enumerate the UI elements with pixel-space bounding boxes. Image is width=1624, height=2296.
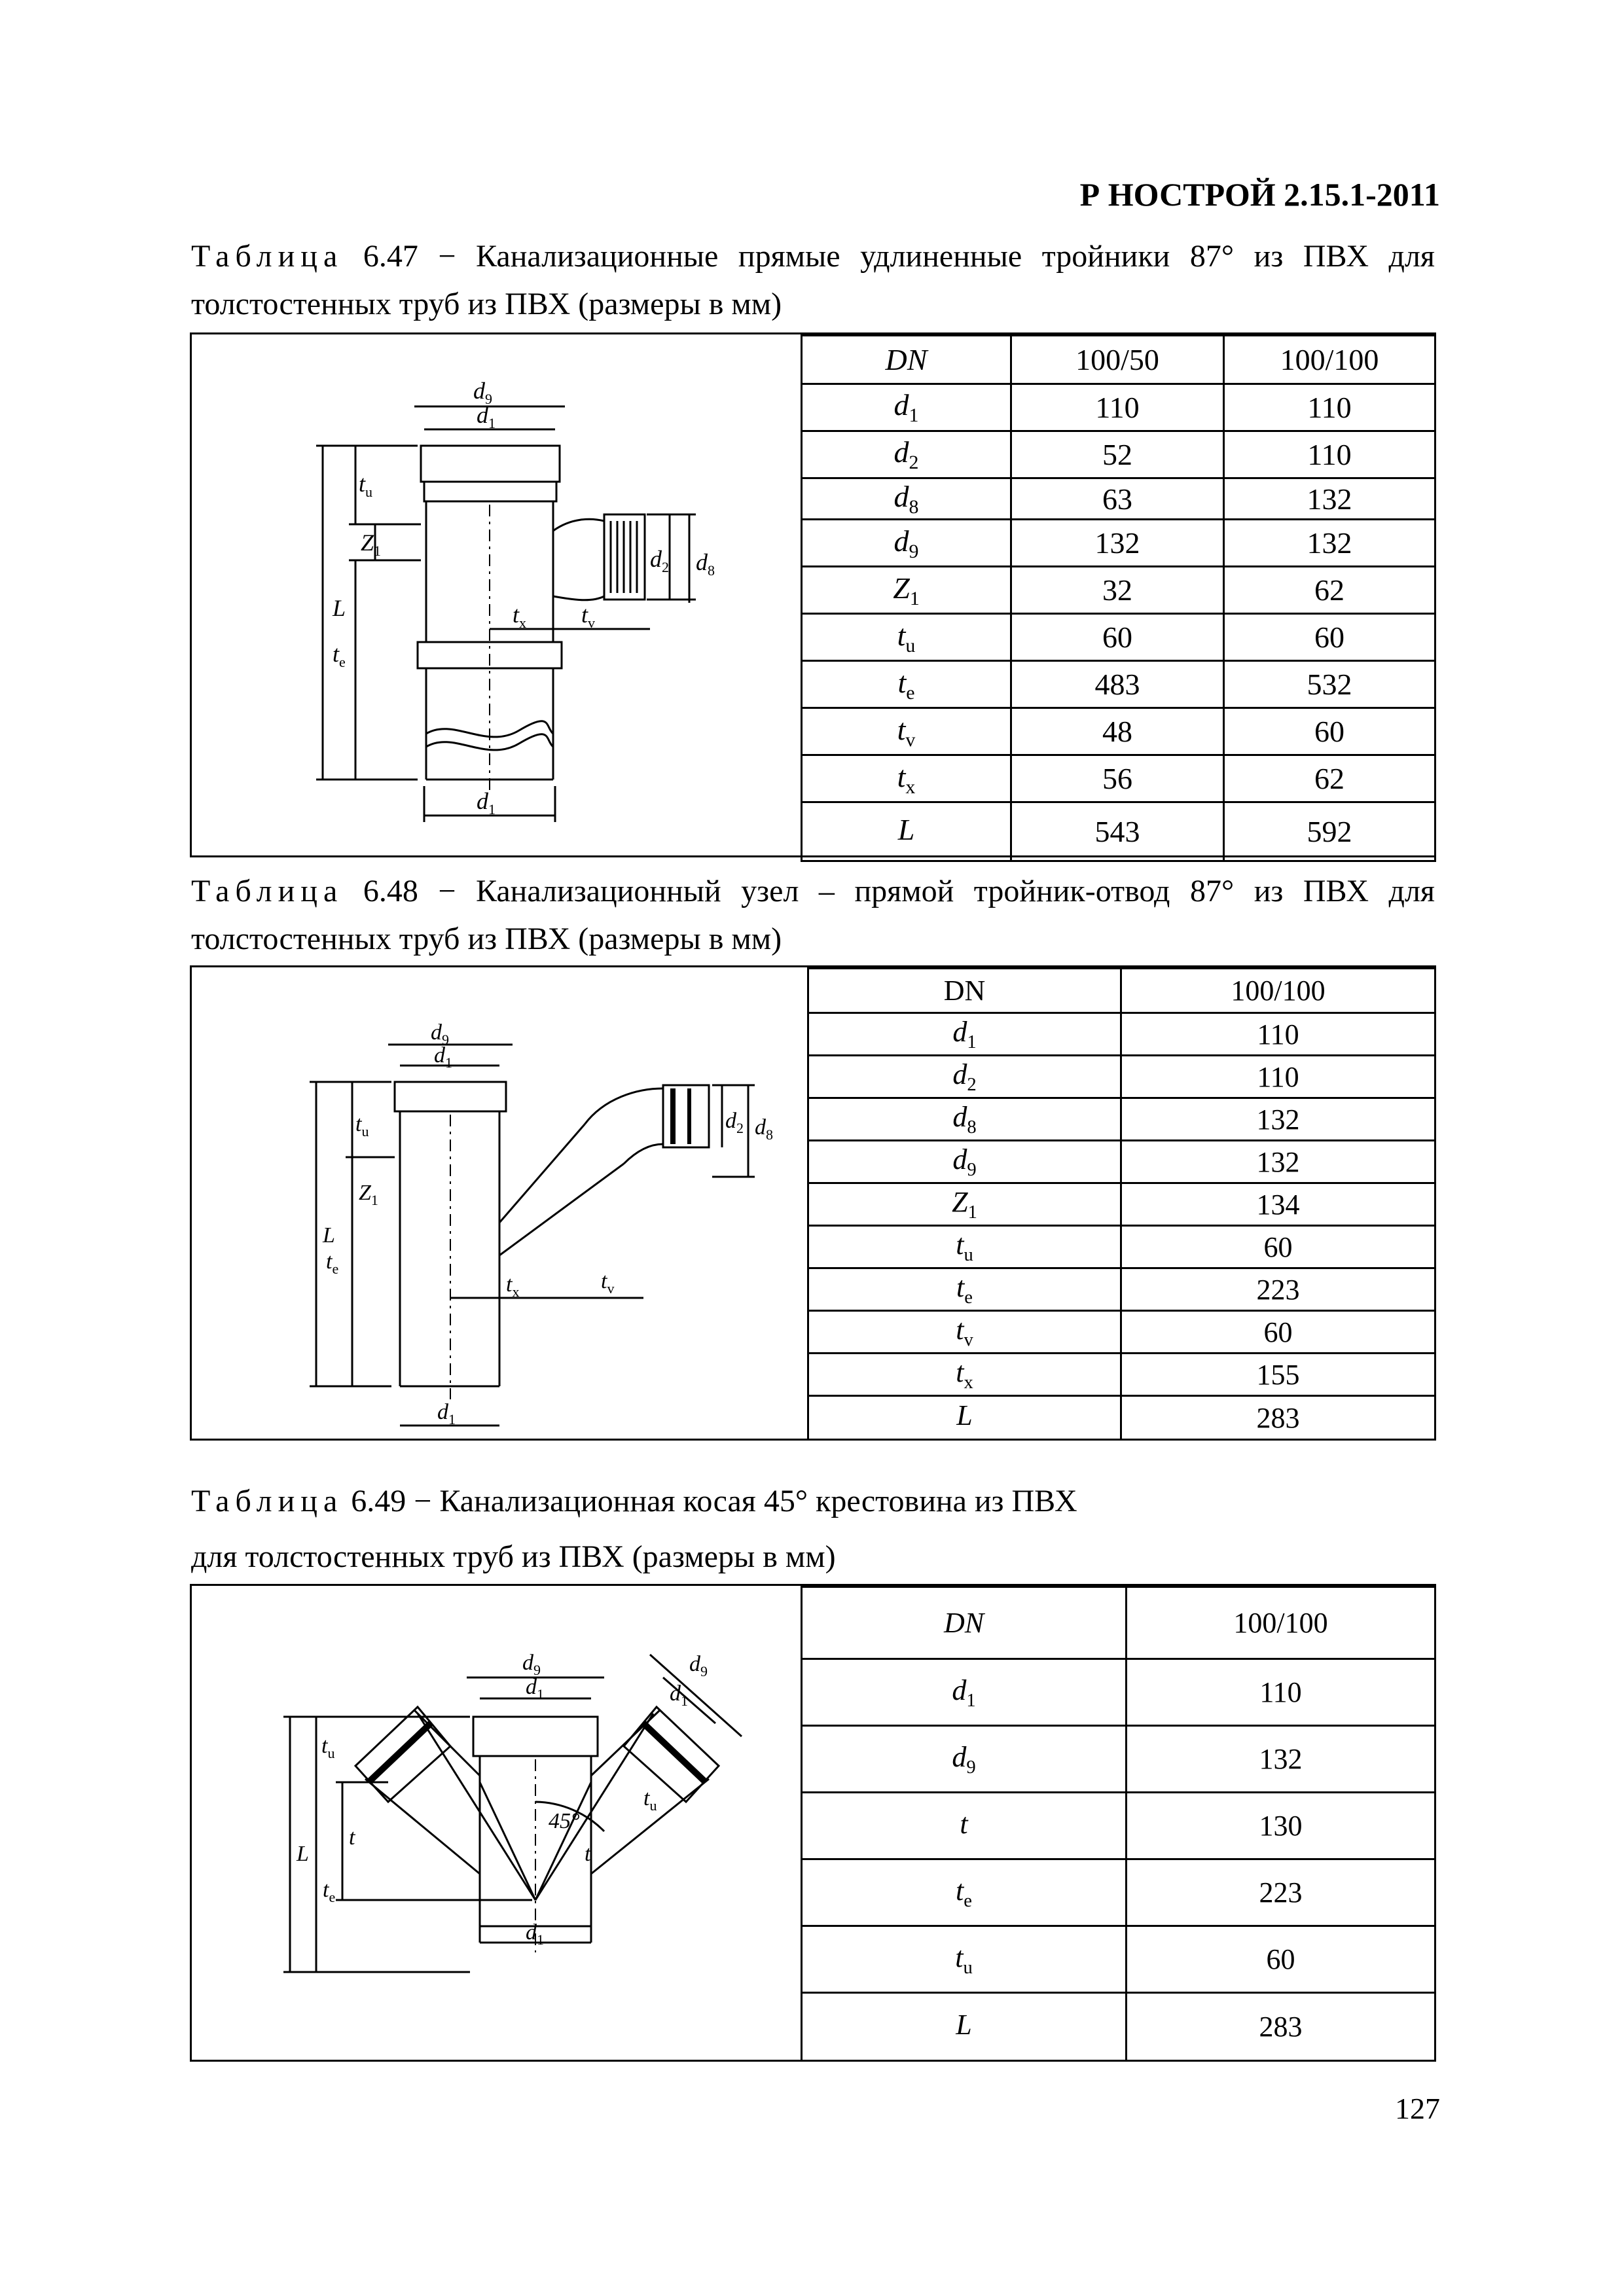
value-cell: 110 (1121, 1013, 1435, 1056)
label-L: L (333, 595, 346, 621)
table-row (802, 755, 1435, 802)
table-row (808, 1268, 1435, 1311)
label-d9-diag: $d_9$ (689, 1652, 708, 1679)
param-cell: $t_u$ (802, 1926, 1127, 1993)
table-row (808, 1013, 1435, 1056)
table-649-data (801, 1586, 1436, 2062)
table-row (802, 661, 1435, 708)
table-row (802, 802, 1435, 861)
column-header: 100/50 (1011, 336, 1224, 384)
label-d8: $d_8$ (755, 1115, 773, 1143)
caption-label: Таблица (191, 874, 344, 908)
value-cell: 223 (1121, 1268, 1435, 1311)
param-cell: $d_8$ (808, 1098, 1121, 1141)
table-row (808, 1183, 1435, 1226)
value-cell: 132 (1121, 1141, 1435, 1183)
label-d9: $d_9$ (473, 378, 492, 407)
value-cell: 130 (1127, 1793, 1435, 1859)
value-cell: 48 (1011, 708, 1224, 755)
param-cell: $t_e$ (802, 661, 1011, 708)
param-cell: $Z_1$ (808, 1183, 1121, 1226)
label-tv: $t_v$ (601, 1269, 615, 1297)
table-648-data (807, 967, 1436, 1441)
value-cell: 60 (1011, 614, 1224, 661)
caption-text: 6.49 − Канализационная косая 45° крестовина из ПВХ (351, 1484, 1077, 1518)
label-d1-bottom: $d_1$ (526, 1920, 544, 1948)
param-cell: $t_u$ (802, 614, 1011, 661)
column-header: DN (808, 969, 1121, 1013)
label-tx: $t_x$ (506, 1272, 520, 1300)
param-cell: $t_x$ (802, 755, 1011, 802)
page-number: 127 (1395, 2092, 1440, 2125)
param-cell: $t_v$ (802, 708, 1011, 755)
label-d1-top: $d_1$ (434, 1043, 452, 1071)
label-d1-bottom: $d_1$ (477, 788, 496, 817)
caption-text: 6.48 − Канализационный узел – прямой тройник-отвод 87° из ПВХ для толстостенных труб из ПВХ (размеры в мм) (191, 874, 1435, 956)
value-cell: 32 (1011, 567, 1224, 614)
param-cell: $d_9$ (802, 1726, 1127, 1793)
value-cell: 60 (1224, 614, 1435, 661)
value-cell: 110 (1224, 384, 1435, 431)
value-cell: 155 (1121, 1354, 1435, 1396)
tee-bend-drawing (192, 967, 807, 1439)
value-cell: 543 (1011, 802, 1224, 861)
param-cell: $d_8$ (802, 478, 1011, 520)
table-row (808, 1354, 1435, 1396)
label-Z1: $Z_1$ (361, 529, 382, 559)
table-row (802, 1926, 1435, 1993)
value-cell: 134 (1121, 1183, 1435, 1226)
angle-label: 45° (549, 1809, 580, 1833)
label-t-diag: t (585, 1842, 591, 1866)
label-L: L (323, 1223, 335, 1247)
document-code: Р НОСТРОЙ 2.15.1-2011 (1079, 176, 1440, 213)
value-cell: 56 (1011, 755, 1224, 802)
param-cell: $d_9$ (802, 520, 1011, 567)
tee-long-drawing (192, 334, 801, 855)
param-cell: $Z_1$ (802, 567, 1011, 614)
value-cell: 110 (1011, 384, 1224, 431)
caption-text: 6.47 − Канализационные прямые удлиненные тройники 87° из ПВХ для толстостенных труб из ПВХ (размеры в мм) (191, 239, 1435, 321)
param-cell: $d_1$ (802, 1659, 1127, 1726)
value-cell: 60 (1127, 1926, 1435, 1993)
column-header: 100/100 (1224, 336, 1435, 384)
value-cell: 223 (1127, 1859, 1435, 1926)
param-cell: $t_x$ (808, 1354, 1121, 1396)
label-d9: $d_9$ (522, 1651, 541, 1678)
table-row (808, 1056, 1435, 1098)
table-649 (190, 1584, 1436, 2062)
table-row (808, 1098, 1435, 1141)
label-tx: $t_x$ (513, 601, 527, 631)
param-cell: t (802, 1793, 1127, 1859)
column-header: 100/100 (1121, 969, 1435, 1013)
value-cell: 132 (1127, 1726, 1435, 1793)
label-tu-diag: $t_u$ (643, 1786, 657, 1814)
table-row (808, 1226, 1435, 1268)
value-cell: 52 (1011, 431, 1224, 478)
value-cell: 110 (1224, 431, 1435, 478)
label-tv: $t_v$ (581, 601, 596, 631)
param-cell: $t_v$ (808, 1311, 1121, 1354)
label-d2: $d_2$ (650, 546, 669, 575)
table-row (802, 1793, 1435, 1859)
table-row (802, 1993, 1435, 2061)
label-te: $t_e$ (326, 1249, 339, 1277)
table-649-caption (191, 1477, 1435, 1581)
value-cell: 110 (1121, 1056, 1435, 1098)
value-cell: 132 (1224, 478, 1435, 520)
caption-label: Таблица (191, 239, 344, 274)
label-tu: $t_u$ (355, 1112, 369, 1139)
value-cell: 283 (1127, 1993, 1435, 2061)
table-647-caption (191, 232, 1435, 328)
label-d1-top: $d_1$ (526, 1675, 544, 1702)
param-cell: $t_e$ (802, 1859, 1127, 1926)
label-Z1: $Z_1$ (359, 1181, 378, 1208)
value-cell: 132 (1224, 520, 1435, 567)
value-cell: 110 (1127, 1659, 1435, 1726)
table-row (802, 1859, 1435, 1926)
param-cell: $d_1$ (802, 384, 1011, 431)
table-row (802, 567, 1435, 614)
label-te: $t_e$ (323, 1878, 336, 1905)
table-row (802, 520, 1435, 567)
table-row (808, 1311, 1435, 1354)
table-row (808, 1141, 1435, 1183)
caption-text-line-2: для толстостенных труб из ПВХ (размеры в мм) (191, 1539, 836, 1574)
value-cell: 60 (1224, 708, 1435, 755)
table-row (802, 614, 1435, 661)
column-header: DN (802, 1587, 1127, 1659)
label-te: $t_e$ (333, 641, 346, 670)
cross-45-drawing (192, 1586, 801, 2060)
value-cell: 60 (1121, 1311, 1435, 1354)
param-cell: $t_e$ (808, 1268, 1121, 1311)
table-row (802, 431, 1435, 478)
value-cell: 132 (1011, 520, 1224, 567)
table-row (802, 1726, 1435, 1793)
label-L: L (297, 1842, 309, 1866)
label-d1-bottom: $d_1$ (437, 1400, 456, 1427)
table-row (802, 384, 1435, 431)
label-t: t (349, 1825, 355, 1850)
label-tu: $t_u$ (359, 471, 373, 500)
param-cell: $d_2$ (802, 431, 1011, 478)
param-cell: $d_9$ (808, 1141, 1121, 1183)
value-cell: 483 (1011, 661, 1224, 708)
param-cell: $t_u$ (808, 1226, 1121, 1268)
label-d1-diag: $d_1$ (670, 1681, 688, 1709)
param-cell: $d_1$ (808, 1013, 1121, 1056)
value-cell: 283 (1121, 1396, 1435, 1440)
table-row (802, 708, 1435, 755)
param-cell: L (808, 1396, 1121, 1440)
label-tu: $t_u$ (321, 1734, 335, 1761)
value-cell: 592 (1224, 802, 1435, 861)
column-header: DN (802, 336, 1011, 384)
table-648 (190, 965, 1436, 1441)
label-d8: $d_8$ (696, 549, 715, 579)
value-cell: 62 (1224, 755, 1435, 802)
value-cell: 62 (1224, 567, 1435, 614)
label-d9: $d_9$ (431, 1020, 449, 1048)
table-row (808, 1396, 1435, 1440)
value-cell: 132 (1121, 1098, 1435, 1141)
table-648-caption (191, 867, 1435, 963)
param-cell: L (802, 802, 1011, 861)
table-647-data (801, 334, 1436, 862)
value-cell: 63 (1011, 478, 1224, 520)
param-cell: $d_2$ (808, 1056, 1121, 1098)
column-header: 100/100 (1127, 1587, 1435, 1659)
value-cell: 60 (1121, 1226, 1435, 1268)
param-cell: L (802, 1993, 1127, 2061)
label-d1-top: $d_1$ (477, 402, 496, 431)
table-647 (190, 332, 1436, 857)
value-cell: 532 (1224, 661, 1435, 708)
label-d2: $d_2$ (725, 1109, 744, 1136)
caption-label: Таблица (191, 1484, 344, 1518)
table-row (802, 478, 1435, 520)
table-row (802, 1659, 1435, 1726)
